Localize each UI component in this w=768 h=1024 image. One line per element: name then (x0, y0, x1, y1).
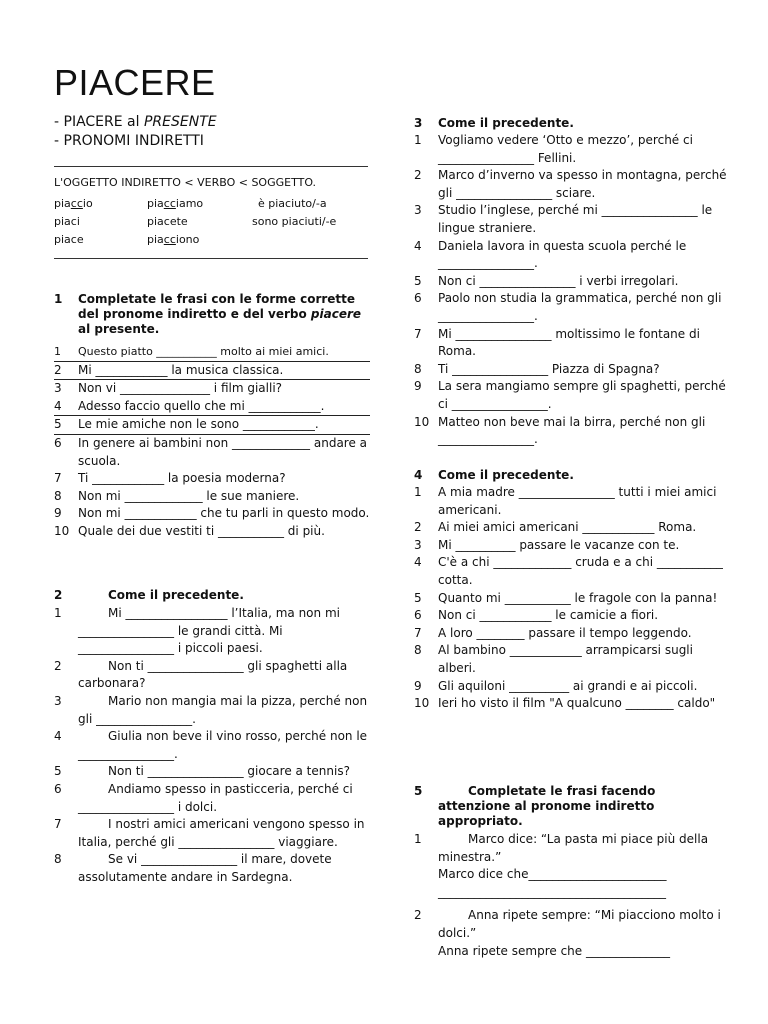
list-item: 6 Non ci ____________ le camicie a fiori. (414, 608, 659, 623)
list-item: 4 Adesso faccio quello che mi ____________. (54, 398, 370, 417)
list-item: 2 Marco d’inverno va spesso in montagna, perché gli ________________ sciare. (414, 168, 727, 200)
list-item: 6 Andiamo spesso in pasticceria, perché ci ________________ i dolci. (54, 781, 353, 814)
list-item: 5 Non ti ________________ giocare a tennis? (54, 764, 350, 779)
exercise-2 (54, 588, 370, 887)
exercise-2-heading: 2 Come il precedente. (54, 588, 244, 602)
list-item: 7 Mi ________________ moltissimo le fontane di Roma. (414, 326, 700, 359)
grammar-c2-r2: piacete (147, 215, 188, 228)
subtitle-em: PRESENTE (143, 114, 217, 130)
list-item: 3 Mi __________ passare le vacanze con te. (414, 537, 680, 552)
grammar-c3-r1: è piaciuto/-a (258, 197, 327, 210)
list-item: 8 Non mi _____________ le sue maniere. (54, 488, 300, 503)
list-item: 2 Ai miei amici americani ____________ Roma. (414, 520, 697, 535)
list-item: 2 Anna ripete sempre: “Mi piacciono molto i dolci.” Anna ripete sempre che ______________ (414, 908, 721, 958)
list-item: 4 Giulia non beve il vino rosso, perché non le ________________. (54, 729, 368, 761)
list-item: 2 Mi ____________ la musica classica. (54, 362, 370, 381)
exercise-5 (414, 784, 730, 960)
exercise-5-heading: 5 Completate le frasi facendo attenzione al pronome indiretto appropriato. (414, 784, 656, 828)
exercise-5-list (414, 831, 730, 960)
list-item: 8 Ti ________________ Piazza di Spagna? (414, 361, 660, 376)
exercise-4-list (414, 484, 730, 713)
list-item: 5 Le mie amiche non le sono ____________. (54, 416, 370, 435)
list-item: 1 Mi _________________ l’Italia, ma non mi ________________ le grandi città. Mi ________________ i piccoli paesi. (54, 606, 340, 656)
list-item: 3 Studio l’inglese, perché mi ________________ le lingue straniere. (414, 203, 713, 235)
grammar-c3-r2: sono piaciuti/-e (252, 215, 337, 228)
divider-bottom (54, 258, 368, 259)
list-item: 10 Matteo non beve mai la birra, perché non gli ________________. (414, 414, 706, 447)
grammar-c1-r2: piaci (54, 215, 80, 228)
list-item: 7 A loro ________ passare il tempo leggendo. (414, 625, 692, 640)
list-item: 6 In genere ai bambini non _____________ andare a scuola. (54, 435, 368, 468)
list-item: 5 Quanto mi ___________ le fragole con la panna! (414, 590, 718, 605)
list-item: 4 Daniela lavora in questa scuola perché le ________________. (414, 238, 687, 271)
exercise-3 (414, 116, 730, 449)
list-item: 5 Non ci ________________ i verbi irregolari. (414, 273, 679, 288)
exercise-2-list (54, 605, 370, 887)
list-item: 1 Questo piatto ___________ molto ai miei amici. (54, 343, 370, 362)
exercise-3-list (414, 132, 730, 449)
exercise-3-heading: 3 Come il precedente. (414, 116, 574, 130)
grammar-box (54, 176, 370, 256)
grammar-c1-r3: piace (54, 233, 84, 246)
list-item: 1 Marco dice: “La pasta mi piace più della minestra.” Marco dice che_______________________ ______________________________________ (414, 832, 709, 899)
list-item: 8 Al bambino ____________ arrampicarsi sugli alberi. (414, 643, 693, 675)
exercise-4 (414, 468, 730, 713)
list-item: 1 A mia madre ________________ tutti i miei amici americani. (414, 485, 717, 517)
list-item: 10 Quale dei due vestiti ti ___________ di più. (54, 523, 325, 538)
exercise-4-heading: 4 Come il precedente. (414, 468, 574, 482)
list-item: 9 Gli aquiloni __________ ai grandi e ai piccoli. (414, 678, 698, 693)
list-item: 8 Se vi ________________ il mare, dovete assolutamente andare in Sardegna. (54, 852, 332, 884)
list-item: 4 C'è a chi _____________ cruda e a chi ___________ cotta. (414, 555, 723, 587)
subtitle-presente (54, 114, 217, 130)
subtitle-pre: - PIACERE al (54, 114, 144, 130)
page-title: PIACERE (54, 62, 216, 103)
list-item: 3 Non vi _______________ i film gialli? (54, 381, 283, 396)
exercise-1 (54, 292, 370, 541)
exercise-1-heading: 1 Completate le frasi con le forme corrette del pronome indiretto e del verbo piacere al presente. (54, 292, 362, 336)
list-item: 7 Ti ____________ la poesia moderna? (54, 471, 286, 486)
subtitle-pronomi: - PRONOMI INDIRETTI (54, 133, 204, 149)
grammar-c2-r3: piacciono (147, 233, 200, 246)
list-item: 9 La sera mangiamo sempre gli spaghetti, perché ci ________________. (414, 379, 726, 411)
list-item: 10 Ieri ho visto il film "A qualcuno ________ caldo" (414, 696, 716, 711)
divider-top (54, 166, 368, 167)
list-item: 9 Non mi ____________ che tu parli in questo modo. (54, 506, 370, 521)
grammar-c1-r1: piaccio (54, 197, 93, 210)
list-item: 3 Mario non mangia mai la pizza, perché non gli ________________. (54, 693, 368, 726)
list-item: 1 Vogliamo vedere ‘Otto e mezzo’, perché ci ________________ Fellini. (414, 133, 693, 165)
list-item: 6 Paolo non studia la grammatica, perché non gli ________________. (414, 291, 722, 323)
exercise-1-list (54, 343, 370, 541)
list-item: 7 I nostri amici americani vengono spesso in Italia, perché gli ________________ viaggiare. (54, 817, 365, 849)
list-item: 2 Non ti ________________ gli spaghetti alla carbonara? (54, 658, 348, 691)
grammar-c2-r1: piacciamo (147, 197, 204, 210)
grammar-header: L'OGGETTO INDIRETTO < VERBO < SOGGETTO. (54, 176, 317, 189)
